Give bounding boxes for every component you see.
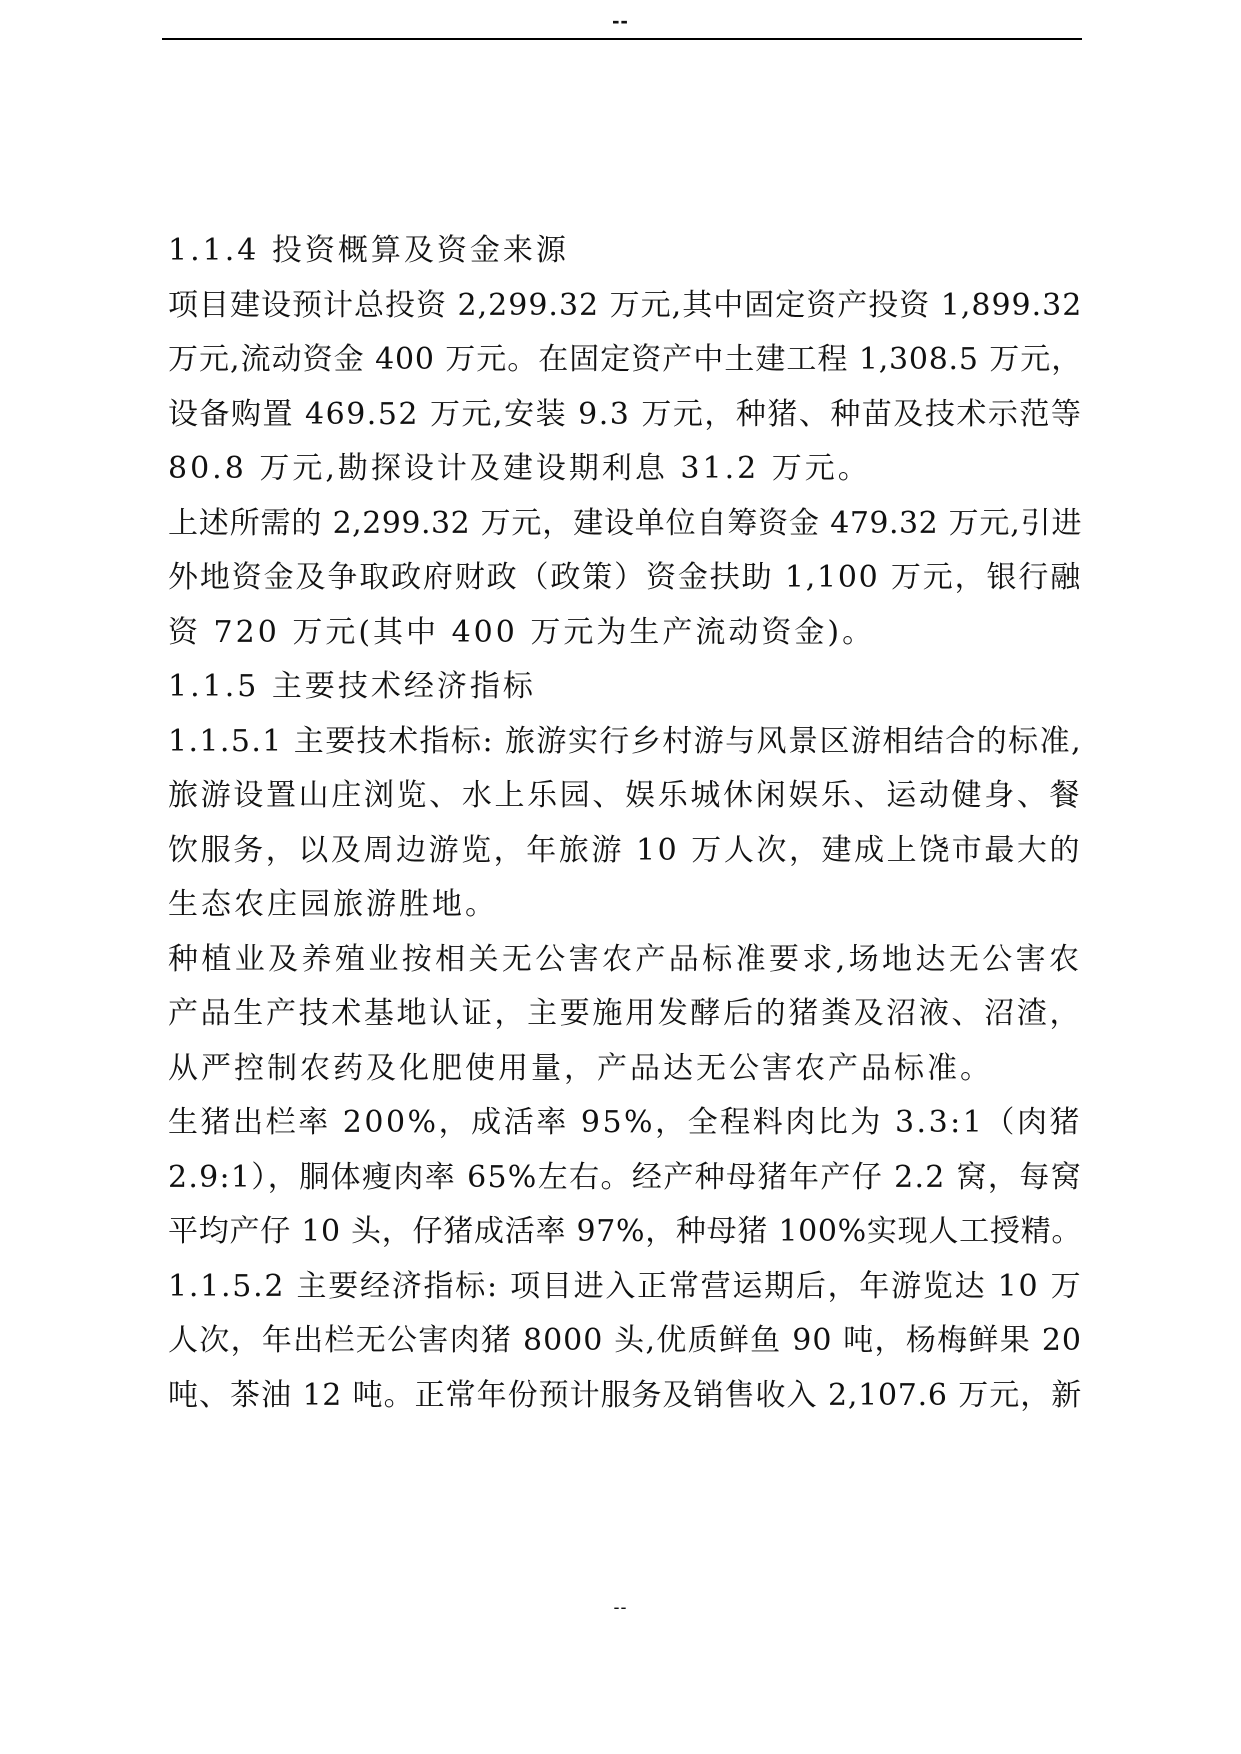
body-line: 80.8 万元,勘探设计及建设期利息 31.2 万元。 <box>168 451 871 486</box>
footer-mark: -- <box>613 1597 628 1617</box>
body-line: 1.1.5.2 主要经济指标: 项目进入正常营运期后，年游览达 10 万 <box>168 1268 1083 1304</box>
header-divider <box>162 38 1082 40</box>
body-line: 旅游设置山庄浏览、水上乐园、娱乐城休闲娱乐、运动健身、餐 <box>168 778 1082 813</box>
body-line: 平均产仔 10 头，仔猪成活率 97%，种母猪 100%实现人工授精。 <box>168 1214 1082 1249</box>
body-line: 生态农庄园旅游胜地。 <box>168 887 498 922</box>
body-line: 吨、茶油 12 吨。正常年份预计服务及销售收入 2,107.6 万元，新 <box>168 1377 1082 1413</box>
section-heading-1-1-4: 1.1.4 投资概算及资金来源 <box>168 233 569 268</box>
section-heading-1-1-5: 1.1.5 主要技术经济指标 <box>168 669 536 704</box>
body-line: 饮服务，以及周边游览，年旅游 10 万人次，建成上饶市最大的 <box>168 832 1082 868</box>
body-line: 生猪出栏率 200%，成活率 95%，全程料肉比为 3.3:1（肉猪 <box>168 1105 1082 1140</box>
body-line: 外地资金及争取政府财政（政策）资金扶助 1,100 万元，银行融 <box>168 560 1082 595</box>
body-line: 万元,流动资金 400 万元。在固定资产中土建工程 1,308.5 万元， <box>168 342 1082 377</box>
body-line: 设备购置 469.52 万元,安装 9.3 万元，种猪、种苗及技术示范等 <box>168 396 1083 432</box>
body-line: 2.9:1），胴体瘦肉率 65%左右。经产种母猪年产仔 2.2 窝，每窝 <box>168 1159 1082 1195</box>
body-line: 人次，年出栏无公害肉猪 8000 头,优质鲜鱼 90 吨，杨梅鲜果 20 <box>168 1323 1082 1358</box>
body-line: 项目建设预计总投资 2,299.32 万元,其中固定资产投资 1,899.32 <box>168 287 1083 323</box>
body-line: 上述所需的 2,299.32 万元，建设单位自筹资金 479.32 万元,引进 <box>168 505 1082 541</box>
body-line: 产品生产技术基地认证，主要施用发酵后的猪粪及沼液、沼渣， <box>168 996 1082 1031</box>
body-line: 资 720 万元(其中 400 万元为生产流动资金)。 <box>168 614 876 650</box>
body-line: 1.1.5.1 主要技术指标: 旅游实行乡村游与风景区游相结合的标准, <box>168 723 1082 759</box>
header-mark: -- <box>612 8 629 33</box>
body-line: 种植业及养殖业按相关无公害农产品标准要求,场地达无公害农 <box>168 941 1082 977</box>
document-body <box>168 224 1082 1423</box>
body-line: 从严控制农药及化肥使用量，产品达无公害农产品标准。 <box>168 1050 993 1086</box>
